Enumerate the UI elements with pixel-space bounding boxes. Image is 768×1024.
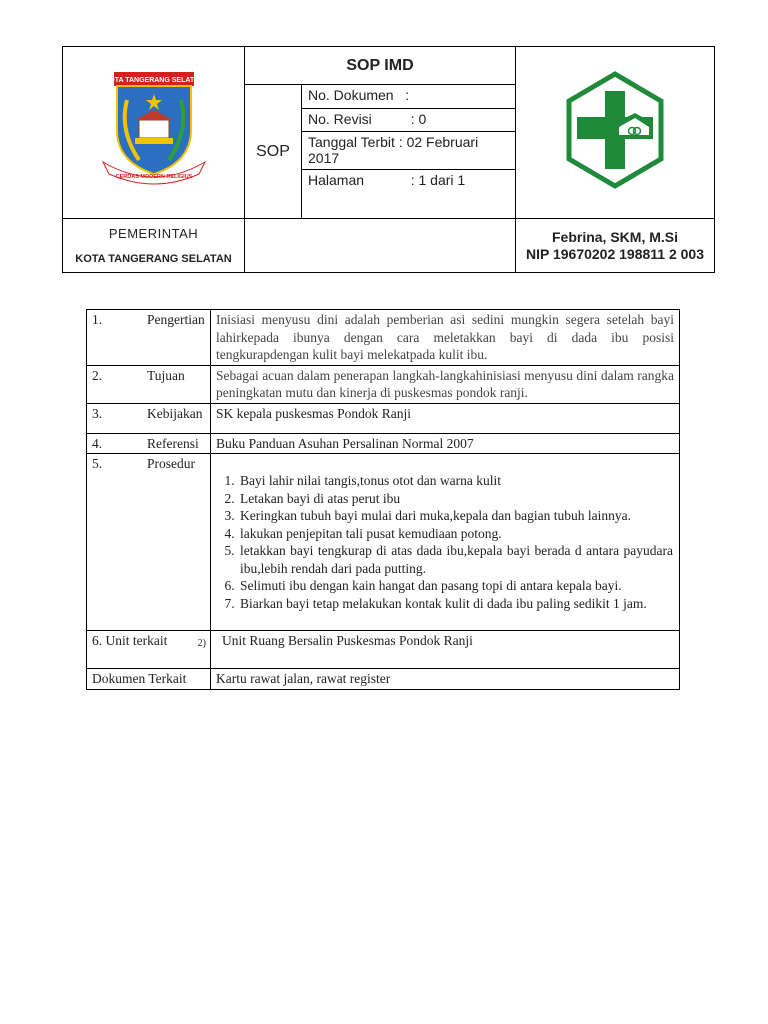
row-marker: 2)	[197, 638, 206, 649]
doc-number: No. Dokumen :	[302, 85, 515, 108]
government-label	[63, 219, 245, 273]
procedure-step: 1. Bayi lahir nilai tangis,tonus otot dan warna kulit	[238, 472, 673, 490]
procedure-step: 6. Selimuti ibu dengan kain hangat dan pasang topi di antara kepala bayi.	[238, 577, 673, 595]
city-logo-cell	[63, 47, 245, 219]
procedure-step: 7. Biarkan bayi tetap melakukan kontak kulit di dada ibu paling sedikit 1 jam.	[238, 595, 673, 613]
procedure-step: 2. Letakan bayi di atas perut ibu	[238, 490, 673, 508]
row-number: 3.	[92, 405, 103, 421]
row-tujuan	[87, 365, 680, 403]
procedure-step: 3. Keringkan tubuh bayi mulai dari muka,kepala dan bagian tubuh lainnya.	[238, 507, 673, 525]
procedure-step: 5. letakkan bayi tengkurap di atas dada ibu,kepala bayi berada d antara payudara ibu,lebih rendah dari pada putting.	[238, 542, 673, 577]
signer-nip: NIP 19670202 198811 2 003	[525, 245, 705, 262]
city-logo	[99, 70, 209, 190]
sop-body	[86, 309, 680, 690]
dokumen-text: Kartu rawat jalan, rawat register	[211, 669, 680, 690]
row-label: 6. Unit terkait	[92, 633, 168, 648]
unit-text: Unit Ruang Bersalin Puskesmas Pondok Ranji	[211, 631, 680, 669]
signer-name: Febrina, SKM, M.Si	[551, 228, 678, 245]
empty-cell	[245, 219, 516, 273]
kebijakan-text: SK kepala puskesmas Pondok Ranji	[211, 403, 680, 433]
puskesmas-logo	[565, 71, 665, 189]
row-label: Dokumen Terkait	[87, 669, 211, 690]
document-meta	[302, 85, 516, 219]
page-info: Halaman : 1 dari 1	[308, 171, 466, 188]
row-unit-terkait	[87, 631, 680, 669]
row-number: 4.	[92, 435, 103, 451]
row-prosedur	[87, 454, 680, 631]
tujuan-text: Sebagai acuan dalam penerapan langkah-langkahinisiasi menyusu dini dalam rangka peningkatan mutu dan kinerja di puskesmas pondok ranji.	[211, 365, 680, 403]
sop-header	[62, 46, 715, 273]
issue-date: Tanggal Terbit : 02 Februari 2017	[302, 131, 515, 169]
row-number: 5.	[92, 456, 103, 471]
row-label: Pengertian	[147, 312, 205, 327]
pengertian-text: Inisiasi menyusu dini adalah pemberian asi sedini mungkin segera setelah bayi lahirkepada ibunya dengan cara meletakkan bayi di dada ibu posisi tengkurapdengan kulit bayi melekatpada kulit ibu.	[211, 310, 680, 366]
revision: No. Revisi : 0	[302, 108, 515, 131]
procedure-step: 4. lakukan penjepitan tali pusat kemudiaan potong.	[238, 525, 673, 543]
sop-label: SOP	[245, 85, 302, 219]
row-label: Prosedur	[147, 456, 195, 471]
gov-city: KOTA TANGERANG SELATAN	[75, 253, 232, 265]
row-label: Referensi	[147, 435, 199, 451]
row-label: Kebijakan	[147, 405, 203, 421]
row-label: Tujuan	[147, 367, 185, 383]
svg-text:CERDAS MODERN RELIGIUS: CERDAS MODERN RELIGIUS	[115, 174, 192, 180]
row-number: 1.	[92, 312, 103, 327]
row-referensi	[87, 433, 680, 454]
row-dokumen-terkait	[87, 669, 680, 690]
prosedur-steps	[211, 454, 680, 631]
puskesmas-logo-cell	[516, 47, 715, 219]
signer	[516, 219, 715, 273]
row-kebijakan	[87, 403, 680, 433]
svg-text:KOTA TANGERANG SELATAN: KOTA TANGERANG SELATAN	[103, 77, 204, 84]
row-pengertian	[87, 310, 680, 366]
row-number: 2.	[92, 367, 103, 383]
sop-title: SOP IMD	[245, 47, 516, 85]
referensi-text: Buku Panduan Asuhan Persalinan Normal 2007	[211, 433, 680, 454]
gov-title: PEMERINTAH	[108, 226, 199, 241]
